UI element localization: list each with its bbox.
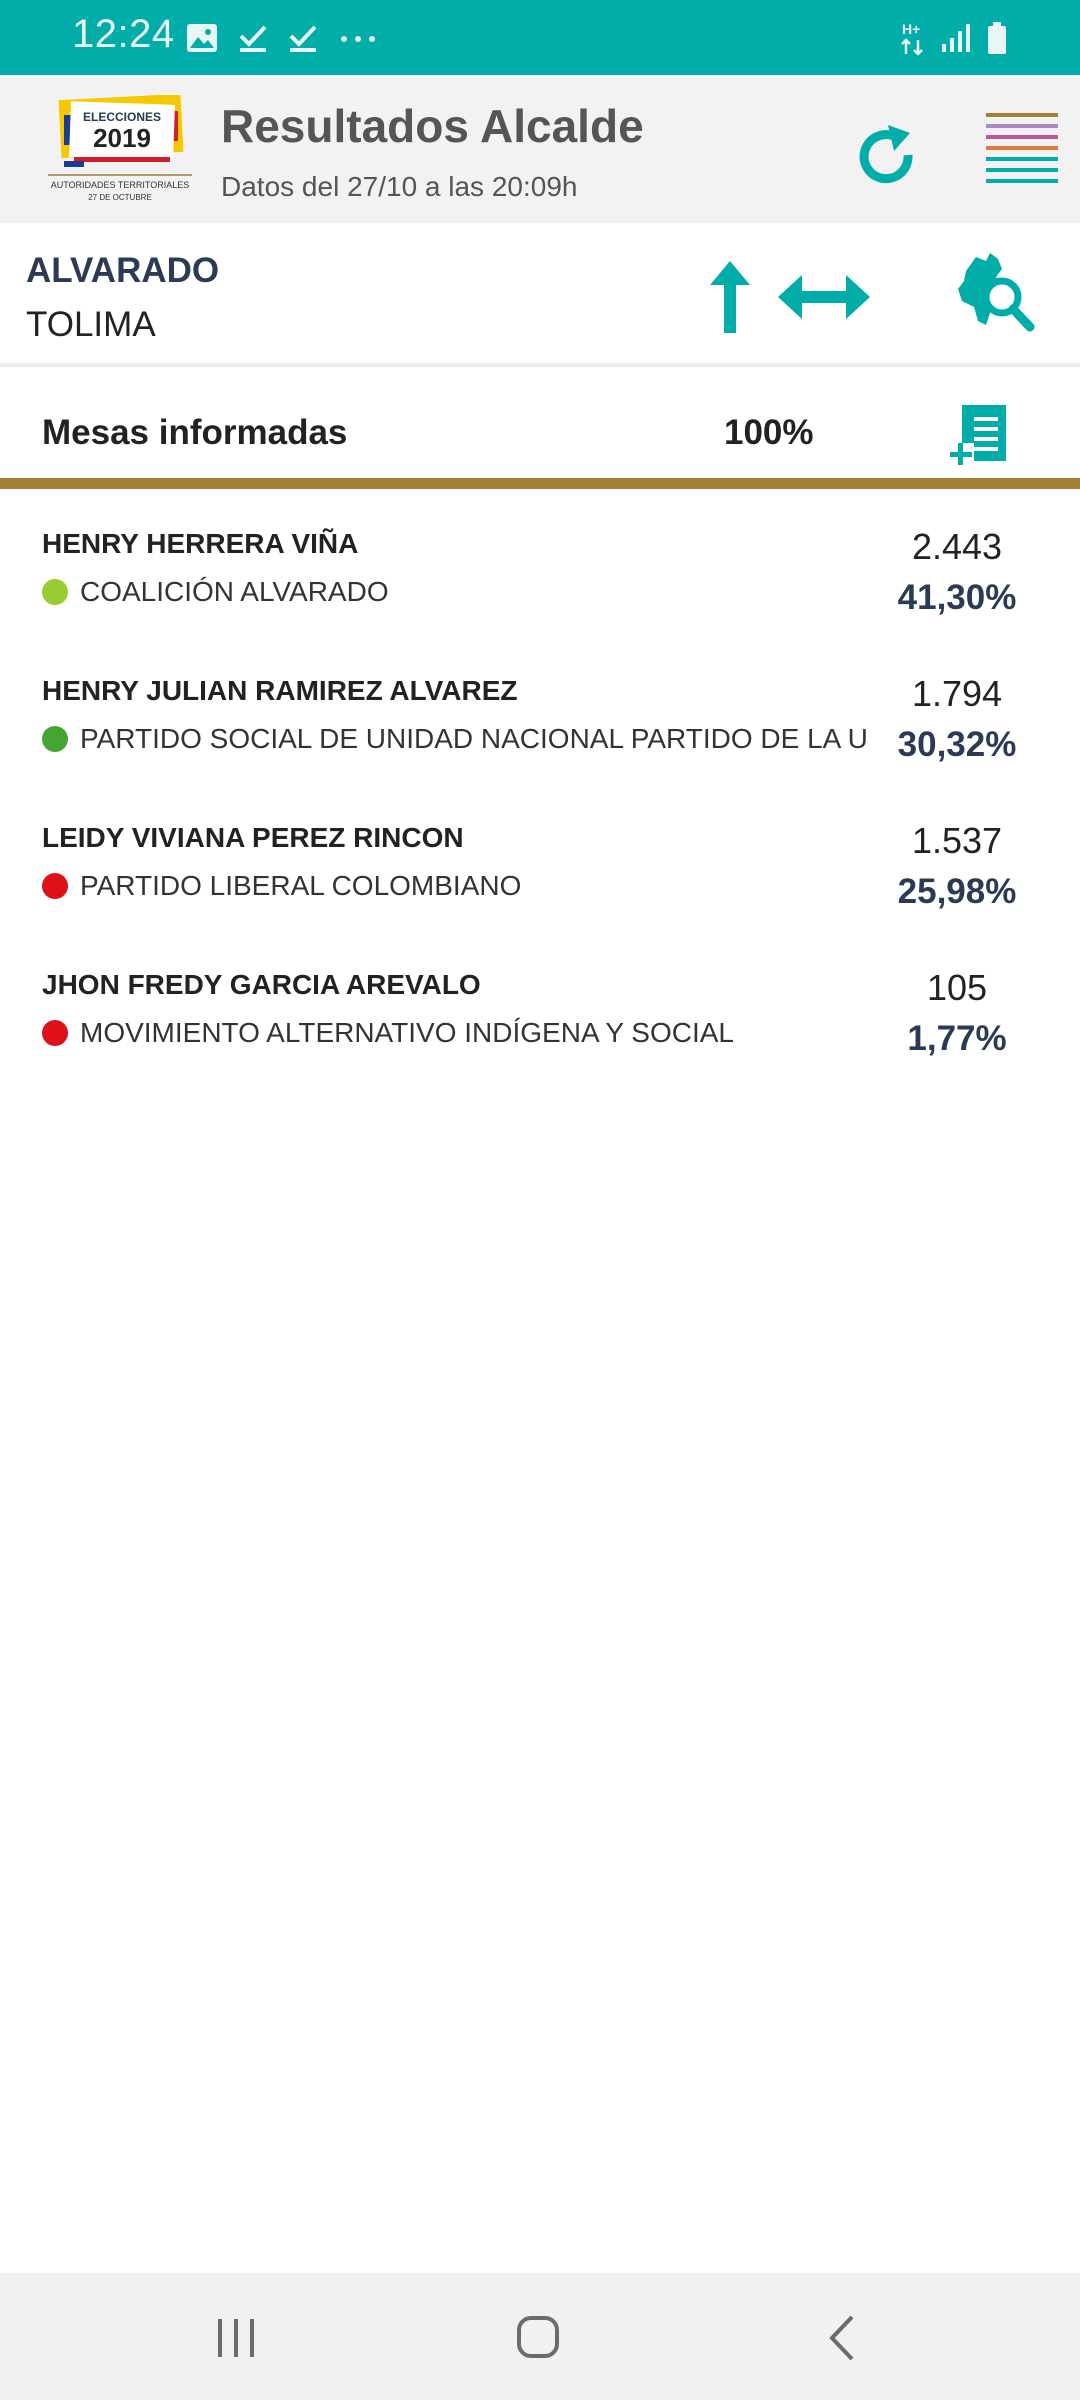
- candidate-list: [0, 500, 1080, 1088]
- party-color-dot: [42, 726, 68, 752]
- status-bar: [0, 0, 1080, 75]
- home-button[interactable]: [514, 2313, 562, 2361]
- party-name: PARTIDO LIBERAL COLOMBIANO: [80, 870, 522, 901]
- refresh-icon: [850, 121, 924, 195]
- candidate-row[interactable]: [0, 794, 1080, 941]
- more-icon: [338, 23, 378, 53]
- mesas-label: Mesas informadas: [42, 413, 348, 452]
- image-icon: [186, 23, 218, 53]
- candidate-row[interactable]: [0, 941, 1080, 1088]
- go-up-level-button[interactable]: [704, 259, 756, 335]
- logo-line3: 27 DE OCTUBRE: [88, 193, 152, 202]
- candidate-votes: 2.443: [911, 526, 1003, 567]
- departamento-name: TOLIMA: [26, 305, 156, 344]
- candidate-row[interactable]: [0, 647, 1080, 794]
- hplus-data-icon: [900, 20, 926, 56]
- page-title: Resultados Alcalde: [221, 100, 644, 152]
- party-name: MOVIMIENTO ALTERNATIVO INDÍGENA Y SOCIAL: [80, 1017, 735, 1048]
- candidate-row[interactable]: [0, 500, 1080, 647]
- logo-line1: ELECCIONES: [82, 110, 162, 124]
- check-icon: [288, 23, 318, 53]
- party-name: PARTIDO SOCIAL DE UNIDAD NACIONAL PARTIDO DE LA U: [80, 723, 868, 754]
- document-add-icon: [948, 403, 1010, 465]
- elecciones-2019-logo: [46, 95, 194, 205]
- colombia-map-search-icon: [952, 251, 1042, 335]
- status-notification-icons: [186, 18, 378, 58]
- add-document-button[interactable]: [948, 403, 1010, 465]
- candidate-name: HENRY JULIAN RAMIREZ ALVAREZ: [42, 675, 518, 706]
- party-color-dot: [42, 873, 68, 899]
- party-name: COALICIÓN ALVARADO: [80, 576, 389, 607]
- recent-apps-button[interactable]: [212, 2315, 260, 2361]
- system-nav-bar: [0, 2273, 1080, 2400]
- party-color-dot: [42, 1020, 68, 1046]
- candidate-name: LEIDY VIVIANA PEREZ RINCON: [42, 822, 464, 853]
- mesas-percent: 100%: [724, 413, 814, 452]
- data-timestamp: Datos del 27/10 a las 20:09h: [221, 171, 578, 202]
- candidate-votes: 105: [926, 967, 988, 1008]
- app-header: [0, 75, 1080, 223]
- candidate-name: JHON FREDY GARCIA AREVALO: [42, 969, 481, 1000]
- battery-icon: [986, 21, 1008, 55]
- menu-button[interactable]: [984, 111, 1060, 187]
- candidate-percent: 1,77%: [907, 1019, 1007, 1058]
- candidate-percent: 30,32%: [897, 725, 1017, 764]
- network-type-label: H+: [902, 21, 921, 37]
- candidate-votes: 1.794: [911, 673, 1003, 714]
- status-system-icons: [900, 18, 1008, 58]
- compare-button[interactable]: [776, 269, 872, 325]
- logo-year: 2019: [93, 123, 151, 153]
- menu-icon: [984, 111, 1060, 187]
- signal-icon: [940, 22, 972, 54]
- mesas-informadas-bar: [0, 367, 1080, 489]
- map-search-button[interactable]: [952, 251, 1042, 335]
- candidate-party: [42, 870, 521, 902]
- candidate-party: [42, 576, 389, 608]
- candidate-party: [42, 723, 868, 755]
- candidate-name: HENRY HERRERA VIÑA: [42, 528, 359, 559]
- back-button[interactable]: [822, 2313, 862, 2363]
- arrow-up-icon: [704, 259, 756, 335]
- recent-apps-icon: [212, 2315, 260, 2361]
- refresh-button[interactable]: [850, 121, 924, 195]
- status-time: 12:24: [72, 12, 175, 56]
- arrow-left-right-icon: [776, 269, 872, 325]
- candidate-percent: 25,98%: [897, 872, 1017, 911]
- municipio-name: ALVARADO: [26, 251, 220, 290]
- back-icon: [822, 2313, 862, 2363]
- party-color-dot: [42, 579, 68, 605]
- location-bar: [0, 223, 1080, 367]
- check-icon: [238, 23, 268, 53]
- candidate-percent: 41,30%: [897, 578, 1017, 617]
- candidate-party: [42, 1017, 734, 1049]
- home-icon: [514, 2313, 562, 2361]
- logo-line2: AUTORIDADES TERRITORIALES: [50, 180, 190, 190]
- candidate-votes: 1.537: [911, 820, 1003, 861]
